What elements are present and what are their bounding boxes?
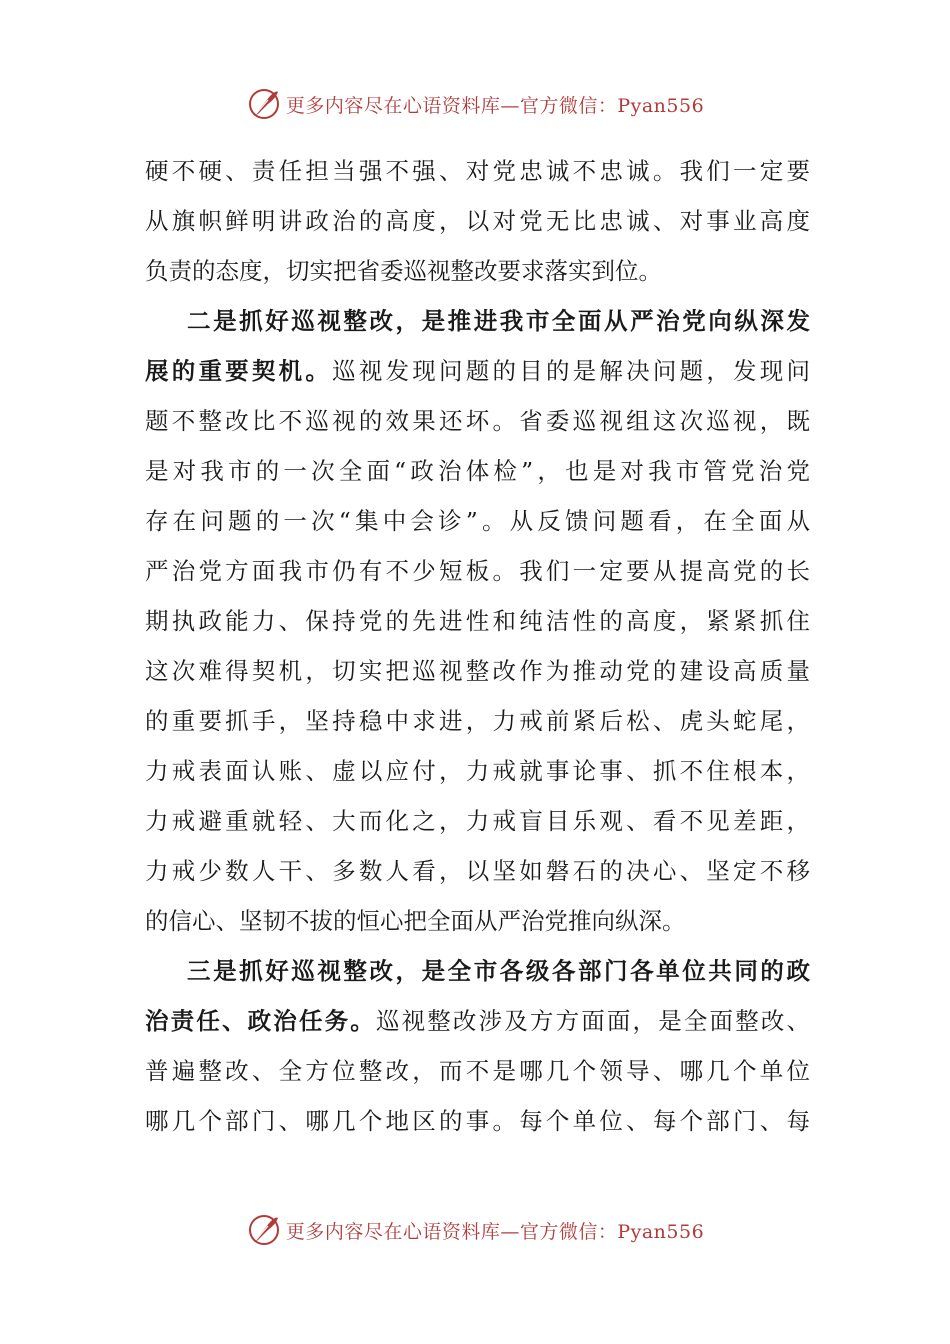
text-line bbox=[145, 346, 810, 396]
text-line: 力戒避重就轻、大而化之，力戒盲目乐观、看不见差距， bbox=[145, 807, 810, 835]
header-banner bbox=[0, 84, 950, 124]
text-line: 从旗帜鲜明讲政治的高度，以对党无比忠诚、对事业高度 bbox=[145, 207, 810, 235]
banner-text: 更多内容尽在心语资料库—官方微信：Pyan556 bbox=[285, 1220, 705, 1243]
text-line: 硬不硬、责任担当强不强、对党忠诚不忠诚。我们一定要 bbox=[145, 157, 810, 185]
text-line: 哪几个部门、哪几个地区的事。每个单位、每个部门、每 bbox=[145, 1107, 810, 1135]
text-fragment: 巡视发现问题的目的是解决问题，发现问 bbox=[332, 357, 811, 385]
text-fragment: 巡视整改涉及方方面面，是全面整改、 bbox=[375, 1007, 811, 1035]
text-line: 普遍整改、全方位整改，而不是哪几个领导、哪几个单位 bbox=[145, 1057, 810, 1085]
text-line: 是对我市的一次全面“政治体检”，也是对我市管党治党 bbox=[145, 457, 810, 485]
quill-pen-icon bbox=[246, 86, 282, 122]
text-line: 力戒表面认账、虚以应付，力戒就事论事、抓不住根本， bbox=[145, 757, 810, 785]
bold-heading-line: 三是抓好巡视整改，是全市各级各部门各单位共同的政 bbox=[187, 957, 810, 985]
text-line: 严治党方面我市仍有不少短板。我们一定要从提高党的长 bbox=[145, 557, 810, 585]
paragraph-2 bbox=[145, 296, 810, 946]
text-line: 负责的态度，切实把省委巡视整改要求落实到位。 bbox=[145, 257, 662, 285]
paragraph-1 bbox=[145, 146, 810, 296]
text-line: 力戒少数人干、多数人看，以坚如磐石的决心、坚定不移 bbox=[145, 857, 810, 885]
bold-heading-line: 二是抓好巡视整改，是推进我市全面从严治党向纵深发 bbox=[187, 307, 810, 335]
text-line bbox=[145, 996, 810, 1046]
bold-heading-fragment: 展的重要契机。 bbox=[145, 357, 333, 385]
text-line: 期执政能力、保持党的先进性和纯洁性的高度，紧紧抓住 bbox=[145, 607, 810, 635]
quill-pen-icon bbox=[246, 1212, 282, 1248]
text-line: 存在问题的一次“集中会诊”。从反馈问题看，在全面从 bbox=[145, 507, 810, 535]
banner-text: 更多内容尽在心语资料库—官方微信：Pyan556 bbox=[285, 94, 705, 117]
text-line: 这次难得契机，切实把巡视整改作为推动党的建设高质量 bbox=[145, 657, 810, 685]
document-body bbox=[145, 146, 810, 1146]
text-line: 题不整改比不巡视的效果还坏。省委巡视组这次巡视，既 bbox=[145, 407, 810, 435]
text-line: 的重要抓手，坚持稳中求进，力戒前紧后松、虎头蛇尾， bbox=[145, 707, 810, 735]
text-line: 的信心、坚韧不拔的恒心把全面从严治党推向纵深。 bbox=[145, 907, 686, 935]
footer-banner bbox=[0, 1210, 950, 1250]
bold-heading-fragment: 治责任、政治任务。 bbox=[145, 1007, 376, 1035]
paragraph-3 bbox=[145, 946, 810, 1146]
